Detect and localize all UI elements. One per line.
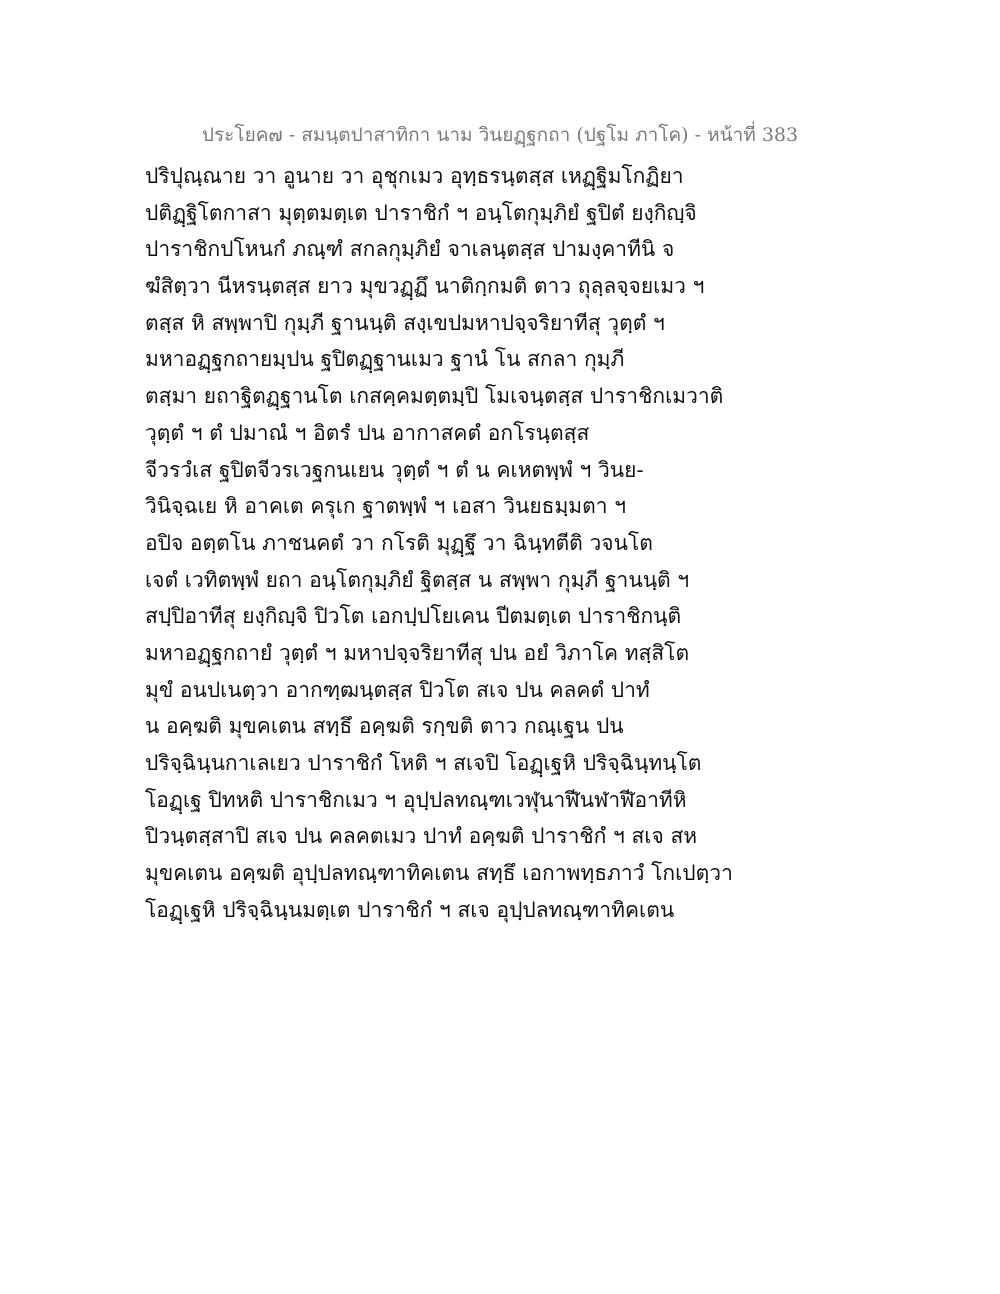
text-line: ปาราชิกปโหนกํ ภณฺฑํ สกลกุมฺภิยํ จาเลนฺตสฺส ปามงฺคาทีนิ จ <box>145 237 675 262</box>
text-line: วินิจฺฉเย หิ อาคเต ครุเก ฐาตพฺพํ ฯ เอสา วินยธมฺมตา ฯ <box>145 494 627 519</box>
body-text <box>145 158 865 928</box>
text-line: โอฏฺเฐหิ ปริจฺฉินฺนมตฺเต ปาราชิกํ ฯ สเจ อุปฺปลทณฺฑาทิคเตน <box>145 897 675 922</box>
text-line: ตสฺมา ยถาฐิตฏฺฐานโต เกสคฺคมตฺตมฺปิ โมเจนฺตสฺส ปาราชิกเมวาติ <box>145 384 724 409</box>
text-line: เจตํ เวทิตพฺพํ ยถา อนฺโตกุมฺภิยํ ฐิตสฺส น สพฺพา กุมฺภี ฐานนฺติ ฯ <box>145 567 690 592</box>
text-line: จีวรวํเส ฐปิตจีวรเวฐกนเยน วุตฺตํ ฯ ตํ น คเหตพฺพํ ฯ วินย- <box>145 457 644 482</box>
text-line: มุขคเตน อคฺฆติ อุปฺปลทณฺฑาทิคเตน สทฺธึ เอกาพทฺธภาวํ โกเปตฺวา <box>145 861 733 886</box>
text-line: มหาอฏฺฐกถายมฺปน ฐปิตฏฺฐานเมว ฐานํ โน สกลา กุมฺภี <box>145 347 625 372</box>
text-line: ปิวนฺตสฺสาปิ สเจ ปน คลคตเมว ปาทํ อคฺฆติ ปาราชิกํ ฯ สเจ สห <box>145 824 698 849</box>
text-line: วุตฺตํ ฯ ตํ ปมาณํ ฯ อิตรํ ปน อากาสคตํ อกโรนฺตสฺส <box>145 420 590 445</box>
text-line: อปิจ อตฺตโน ภาชนคตํ วา กโรติ มุฏฺฐึ วา ฉินฺทตีติ วจนโต <box>145 530 653 555</box>
text-line: มุขํ อนปเนตฺวา อากฑฺฒนฺตสฺส ปิวโต สเจ ปน คลคตํ ปาทํ <box>145 677 650 702</box>
text-line: ฆํสิตฺวา นีหรนฺตสฺส ยาว มุขวฏฺฏึ นาติกฺกมติ ตาว ถุลฺลจฺจยเมว ฯ <box>145 274 705 299</box>
text-line: ปติฏฺฐิโตกาสา มุตฺตมตฺเต ปาราชิกํ ฯ อนฺโตกุมฺภิยํ ฐปิตํ ยงฺกิญฺจิ <box>145 200 697 225</box>
text-line: ปริปุณฺณาย วา อูนาย วา อุชุกเมว อุทฺธรนฺตสฺส เหฏฺฐิมโกฏิยา <box>145 164 684 188</box>
text-line: มหาอฏฺฐกถายํ วุตฺตํ ฯ มหาปจฺจริยาทีสุ ปน อยํ วิภาโค ทสฺสิโต <box>145 640 690 665</box>
text-line: ตสฺส หิ สพฺพาปิ กุมฺภี ฐานนฺติ สงฺเขปมหาปจฺจริยาทีสุ วุตฺตํ ฯ <box>145 310 665 335</box>
page-header: ประโยค๗ - สมนฺตปาสาทิกา นาม วินยฏฺฐกถา (ปฐโม ภาโค) - หน้าที่ 383 <box>201 124 799 146</box>
text-line: สปฺปิอาทีสุ ยงฺกิญฺจิ ปิวโต เอกปฺปโยเคน ปีตมตฺเต ปาราชิกนฺติ <box>145 604 682 629</box>
text-line: โอฏฺเฐ ปิทหติ ปาราชิกเมว ฯ อุปฺปลทณฺฑเวฬุนาฬีนฬาฬีอาทีหิ <box>145 787 687 812</box>
text-line: ปริจฺฉินฺนกาเลเยว ปาราชิกํ โหติ ฯ สเจปิ โอฏฺเฐหิ ปริจฺฉินฺทนฺโต <box>145 751 702 775</box>
text-line: น อคฺฆติ มุขคเตน สทฺธึ อคฺฆติ รกฺขติ ตาว กณฺเฐน ปน <box>145 714 624 739</box>
